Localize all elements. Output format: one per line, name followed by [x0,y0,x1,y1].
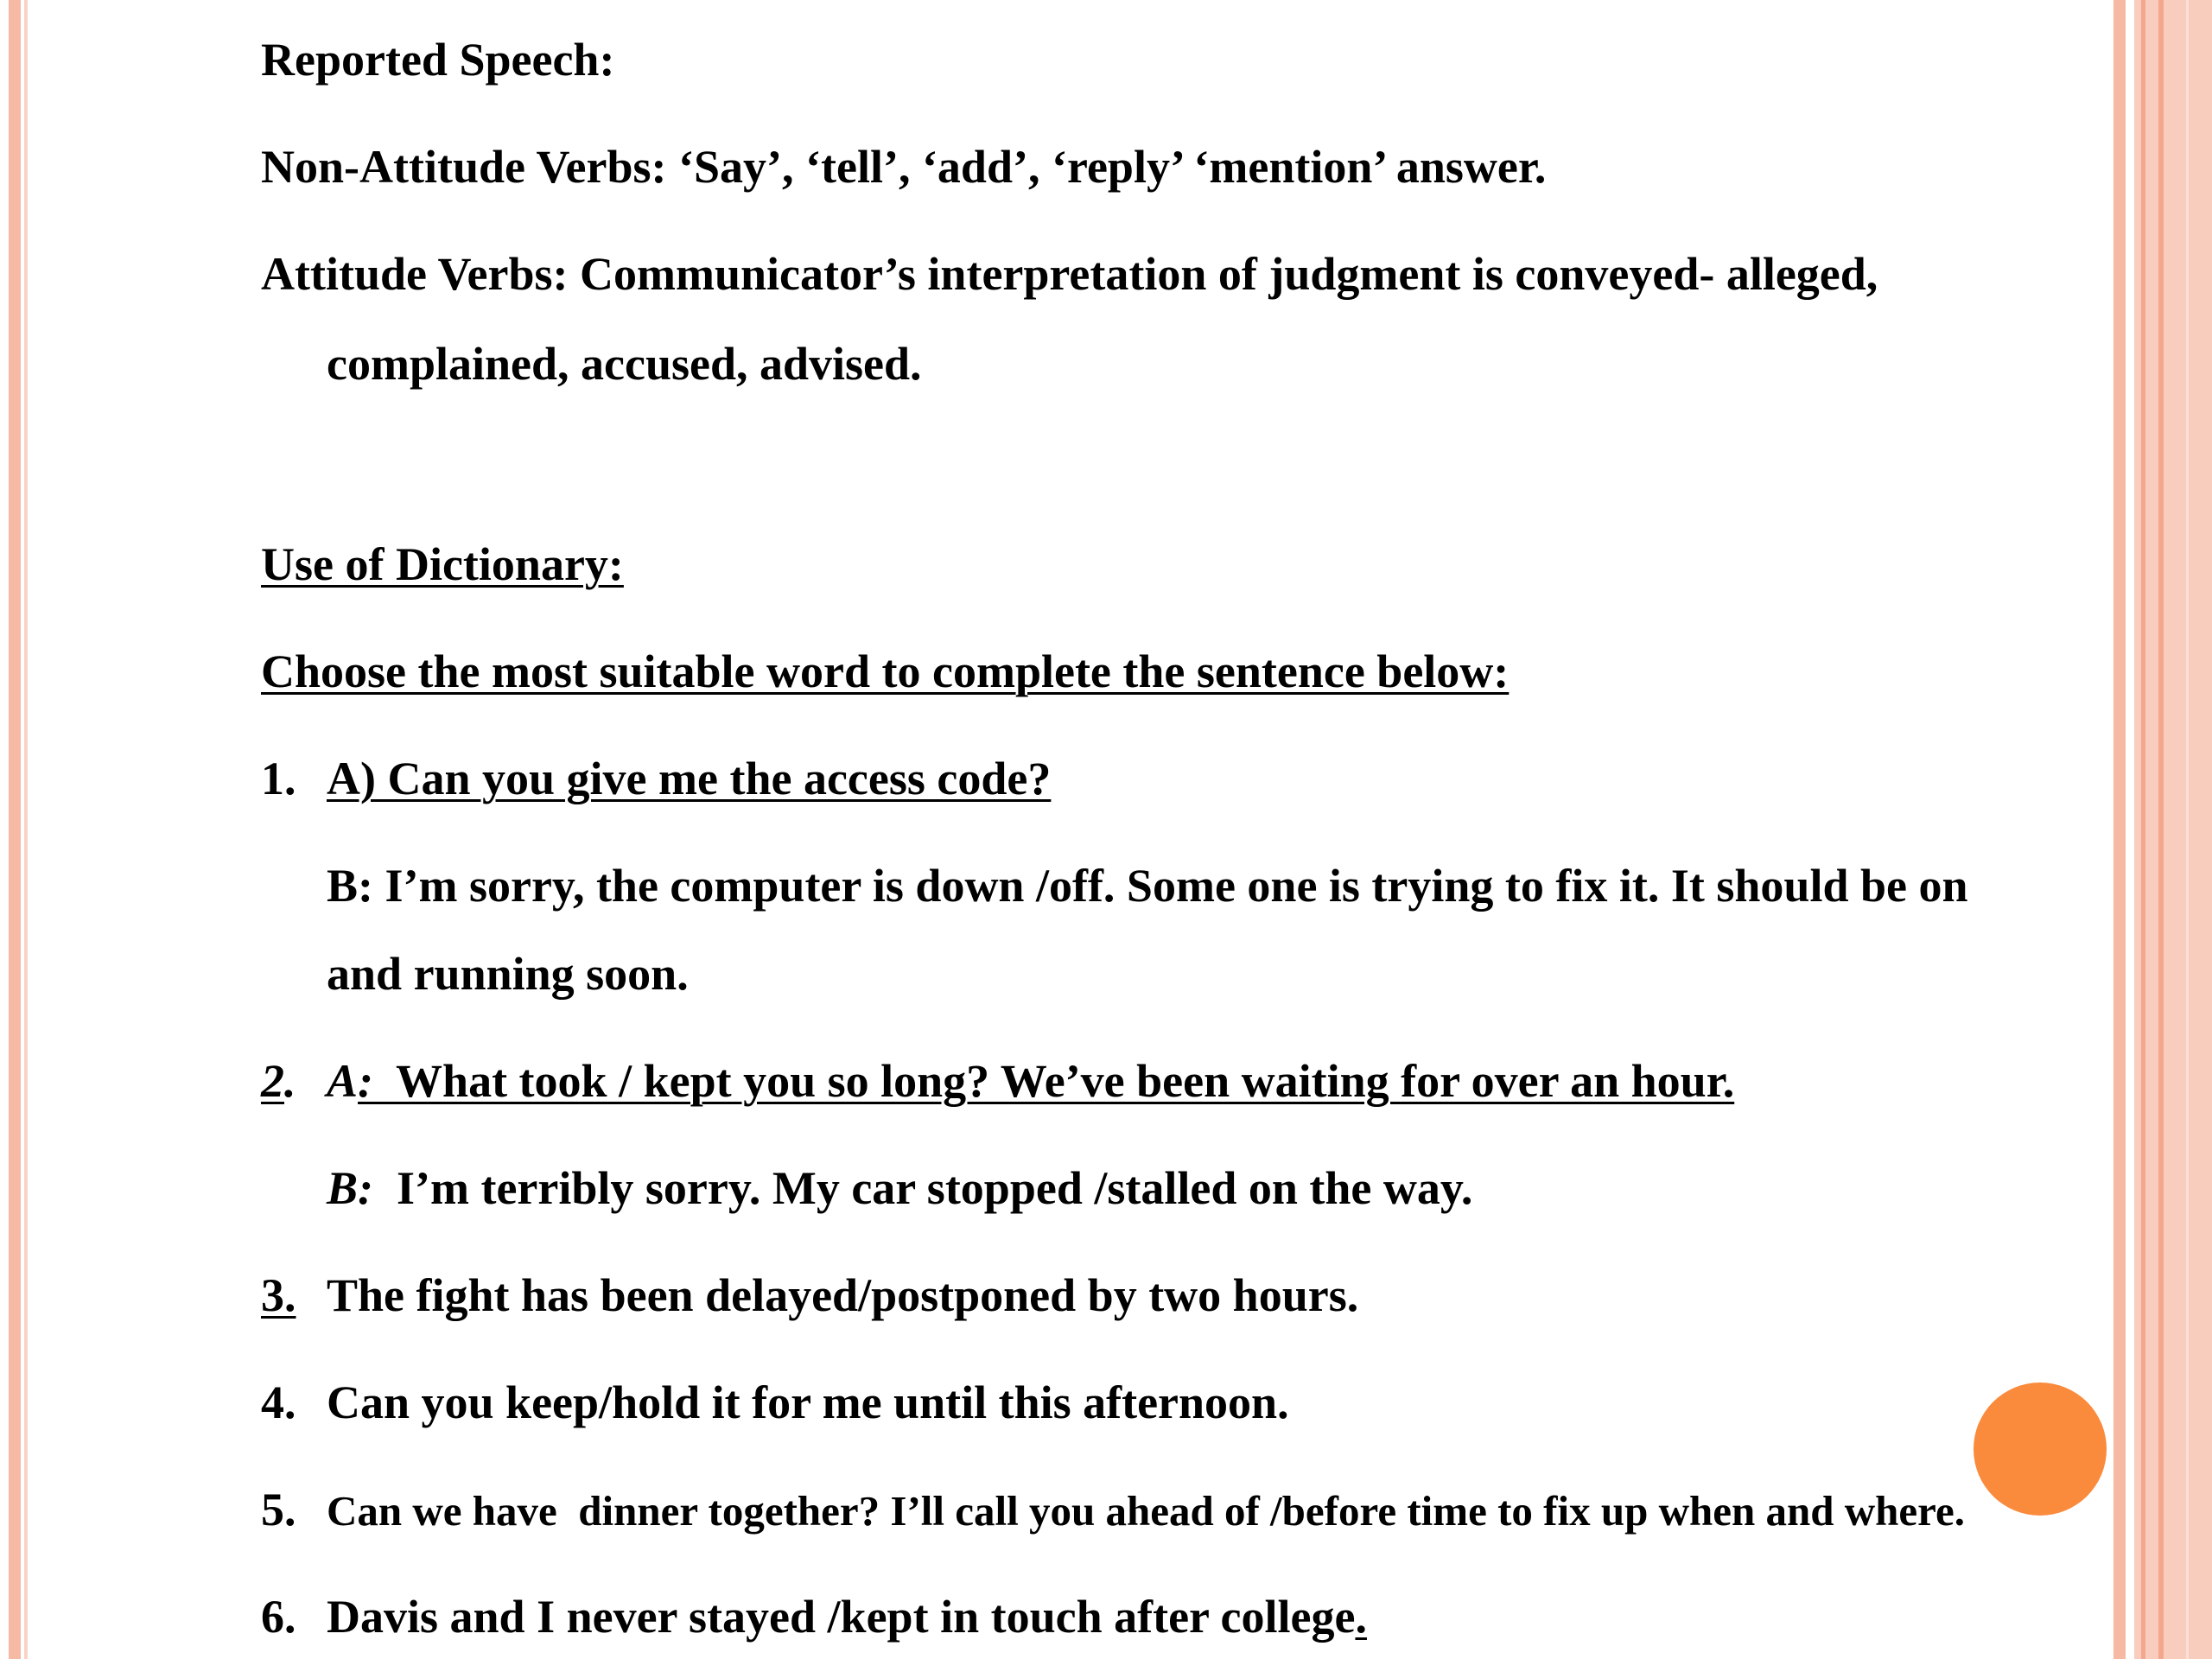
item-5-text-a: Can we have [327,1487,579,1535]
dictionary-instruction: Choose the most suitable word to complete the sentence below: [261,645,1510,697]
item-2-a-colon: : [358,1055,374,1107]
item-4-text: Can you keep/hold it for me until this afternoon. [327,1376,1289,1428]
item-number [261,1268,327,1322]
item-2-answer [327,1161,1472,1215]
item-5-text-b: dinner together? I’ll call you ahead of /before time to fix up when and where. [578,1487,1965,1535]
item-number [261,1054,327,1108]
item-3-text: The fight has been delayed/postponed by two hours. [327,1269,1359,1321]
item-number: 5. [261,1484,296,1535]
item-3-number: 3. [261,1269,296,1321]
item-number: 1. [261,753,296,804]
list-item-1 [261,752,1051,805]
list-item-6 [261,1590,1367,1643]
right-border-stripe [2113,0,2126,1659]
non-attitude-verbs: Non-Attitude Verbs: ‘Say’, ‘tell’, ‘add’, ‘reply’ ‘mention’ answer. [261,141,1547,193]
list-item-2 [261,1054,1734,1108]
item-1-answer-line-2: and running soon. [327,948,689,1000]
item-2-number-dot: . [284,1055,296,1107]
item-6-end: . [1355,1591,1367,1643]
right-border-line [2141,0,2145,1659]
item-2-b-label: B: [327,1162,373,1214]
list-item-3 [261,1268,1358,1322]
list-item-5 [261,1483,1965,1536]
attitude-verbs-line-1: Attitude Verbs: Communicator’s interpretation of judgment is conveyed- alleged, [261,248,1878,300]
right-border-line [2158,0,2164,1659]
item-1-answer-line-1: B: I’m sorry, the computer is down /off. Some one is trying to fix it. It should be on [327,860,1968,912]
right-border-line [2186,0,2189,1659]
list-item-4 [261,1376,1289,1429]
dictionary-heading: Use of Dictionary: [261,538,624,590]
item-2-number: 2 [261,1055,284,1107]
item-6-text: Davis and I never stayed /kept in touch after college [327,1591,1356,1643]
orange-circle-decoration [1974,1382,2107,1516]
item-2-question-text: What took / kept you so long? We’ve been waiting for over an hour. [373,1055,1735,1107]
right-border-band [2134,0,2212,1659]
left-border-thin-stripe [24,0,28,1659]
item-2-a-label: A [327,1055,359,1107]
attitude-verbs-line-2: complained, accused, advised. [327,338,922,390]
left-border-stripe [9,0,21,1659]
item-number: 4. [261,1376,296,1428]
item-number: 6. [261,1591,296,1643]
reported-speech-heading: Reported Speech: [261,34,615,86]
item-2-question [358,1055,1734,1107]
item-1-question: A) Can you give me the access code? [327,753,1052,804]
item-2-answer-text: I’m terribly sorry. My car stopped /stalled on the way. [373,1162,1473,1214]
